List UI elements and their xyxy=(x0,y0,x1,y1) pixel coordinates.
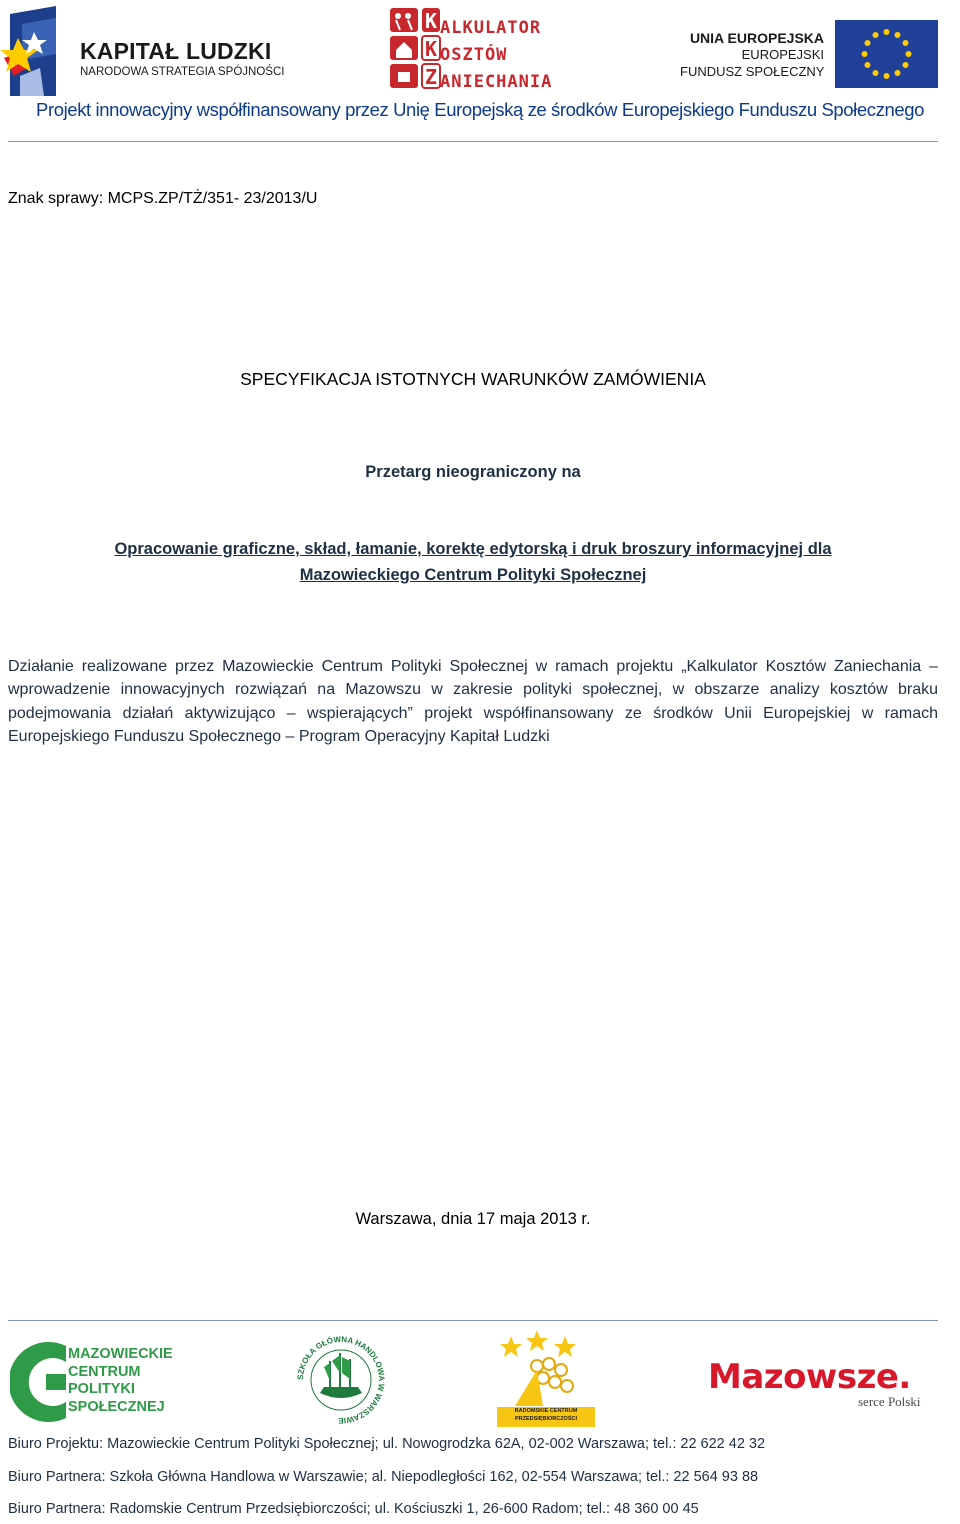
address-partner-sgh: Biuro Partnera: Szkoła Główna Handlowa w Warszawie; al. Niepodległości 162, 02-554 Warszawa; tel.: 22 564 93 88 xyxy=(8,1469,759,1485)
eu-flag-icon xyxy=(835,20,938,88)
sgh-ring-text: SZKOŁA GŁÓWNA HANDLOWA W WARSZAWIE xyxy=(295,1334,387,1426)
sgh-logo xyxy=(294,1333,388,1427)
svg-text:K: K xyxy=(424,9,438,33)
mcps-line-1: MAZOWIECKIE xyxy=(68,1346,173,1362)
svg-text:K: K xyxy=(424,37,438,61)
rcp-label: RADOMSKIE CENTRUM PRZEDSIĘBIORCZOŚCI xyxy=(497,1407,595,1427)
svg-text:SZKOŁA GŁÓWNA HANDLOWA W WARSZ xyxy=(296,1335,386,1425)
eu-line-3: FUNDUSZ SPOŁECZNY xyxy=(680,64,825,79)
project-description: Działanie realizowane przez Mazowieckie Centrum Polityki Społecznej w ramach projektu „Kalkulator Kosztów Zaniechania – wprowadzenie innowacyjnych rozwiązań na Mazowszu w zakresie polityki społecznej, w obszarze analizy kosztów braku podejmowania działań aktywizująco – wspierających” projekt współfinansowany ze środków Unii Europejskiej w ramach Europejskiego Funduszu Społecznego – Program Operacyjny Kapitał Ludzki xyxy=(8,658,938,745)
spec-title: SPECYFIKACJA ISTOTNYCH WARUNKÓW ZAMÓWIENIA xyxy=(240,369,706,389)
mcps-line-3: POLITYKI xyxy=(68,1381,135,1397)
kalkulator-line-3: ANIECHANIA xyxy=(440,72,553,92)
mazowsze-logo: Mazowsze. xyxy=(708,1357,911,1397)
address-partner-rcp: Biuro Partnera: Radomskie Centrum Przedsiębiorczości; ul. Kościuszki 1, 26-600 Radom; tel.: 48 360 00 45 xyxy=(8,1501,699,1517)
footer-divider xyxy=(8,1320,938,1321)
kapital-ludzki-title: KAPITAŁ LUDZKI xyxy=(80,38,272,64)
rcp-logo xyxy=(497,1330,595,1408)
mazowsze-tagline: serce Polski xyxy=(858,1394,921,1409)
document-date: Warszawa, dnia 17 maja 2013 r. xyxy=(355,1210,591,1228)
header-divider xyxy=(8,141,938,142)
mcps-logo-icon xyxy=(10,1336,70,1428)
mcps-line-4: SPOŁECZNEJ xyxy=(68,1398,165,1415)
tender-title: Przetarg nieograniczony na xyxy=(365,463,581,481)
kalkulator-line-2: OSZTÓW xyxy=(440,45,508,65)
kalkulator-line-1: ALKULATOR xyxy=(440,18,542,38)
eu-line-2: EUROPEJSKI xyxy=(741,47,824,62)
case-number: Znak sprawy: MCPS.ZP/TŻ/351- 23/2013/U xyxy=(8,190,318,207)
tender-subject: Opracowanie graficzne, skład, łamanie, korektę edytorską i druk broszury informacyjnej dla Mazowieckiego Centrum Polityki Społecznej xyxy=(114,540,832,584)
cofinancing-banner: Projekt innowacyjny współfinansowany przez Unię Europejską ze środków Europejskiego Funduszu Społecznego xyxy=(36,99,925,120)
address-project-office: Biuro Projektu: Mazowieckie Centrum Polityki Społecznej; ul. Nowogrodzka 62A, 02-002 Warszawa; tel.: 22 622 42 32 xyxy=(8,1436,766,1452)
eu-line-1: UNIA EUROPEJSKA xyxy=(689,30,824,46)
kapital-ludzki-subtitle: NARODOWA STRATEGIA SPÓJNOŚCI xyxy=(80,66,285,78)
svg-text:Z: Z xyxy=(424,65,438,89)
mcps-line-2: CENTRUM xyxy=(68,1363,141,1380)
